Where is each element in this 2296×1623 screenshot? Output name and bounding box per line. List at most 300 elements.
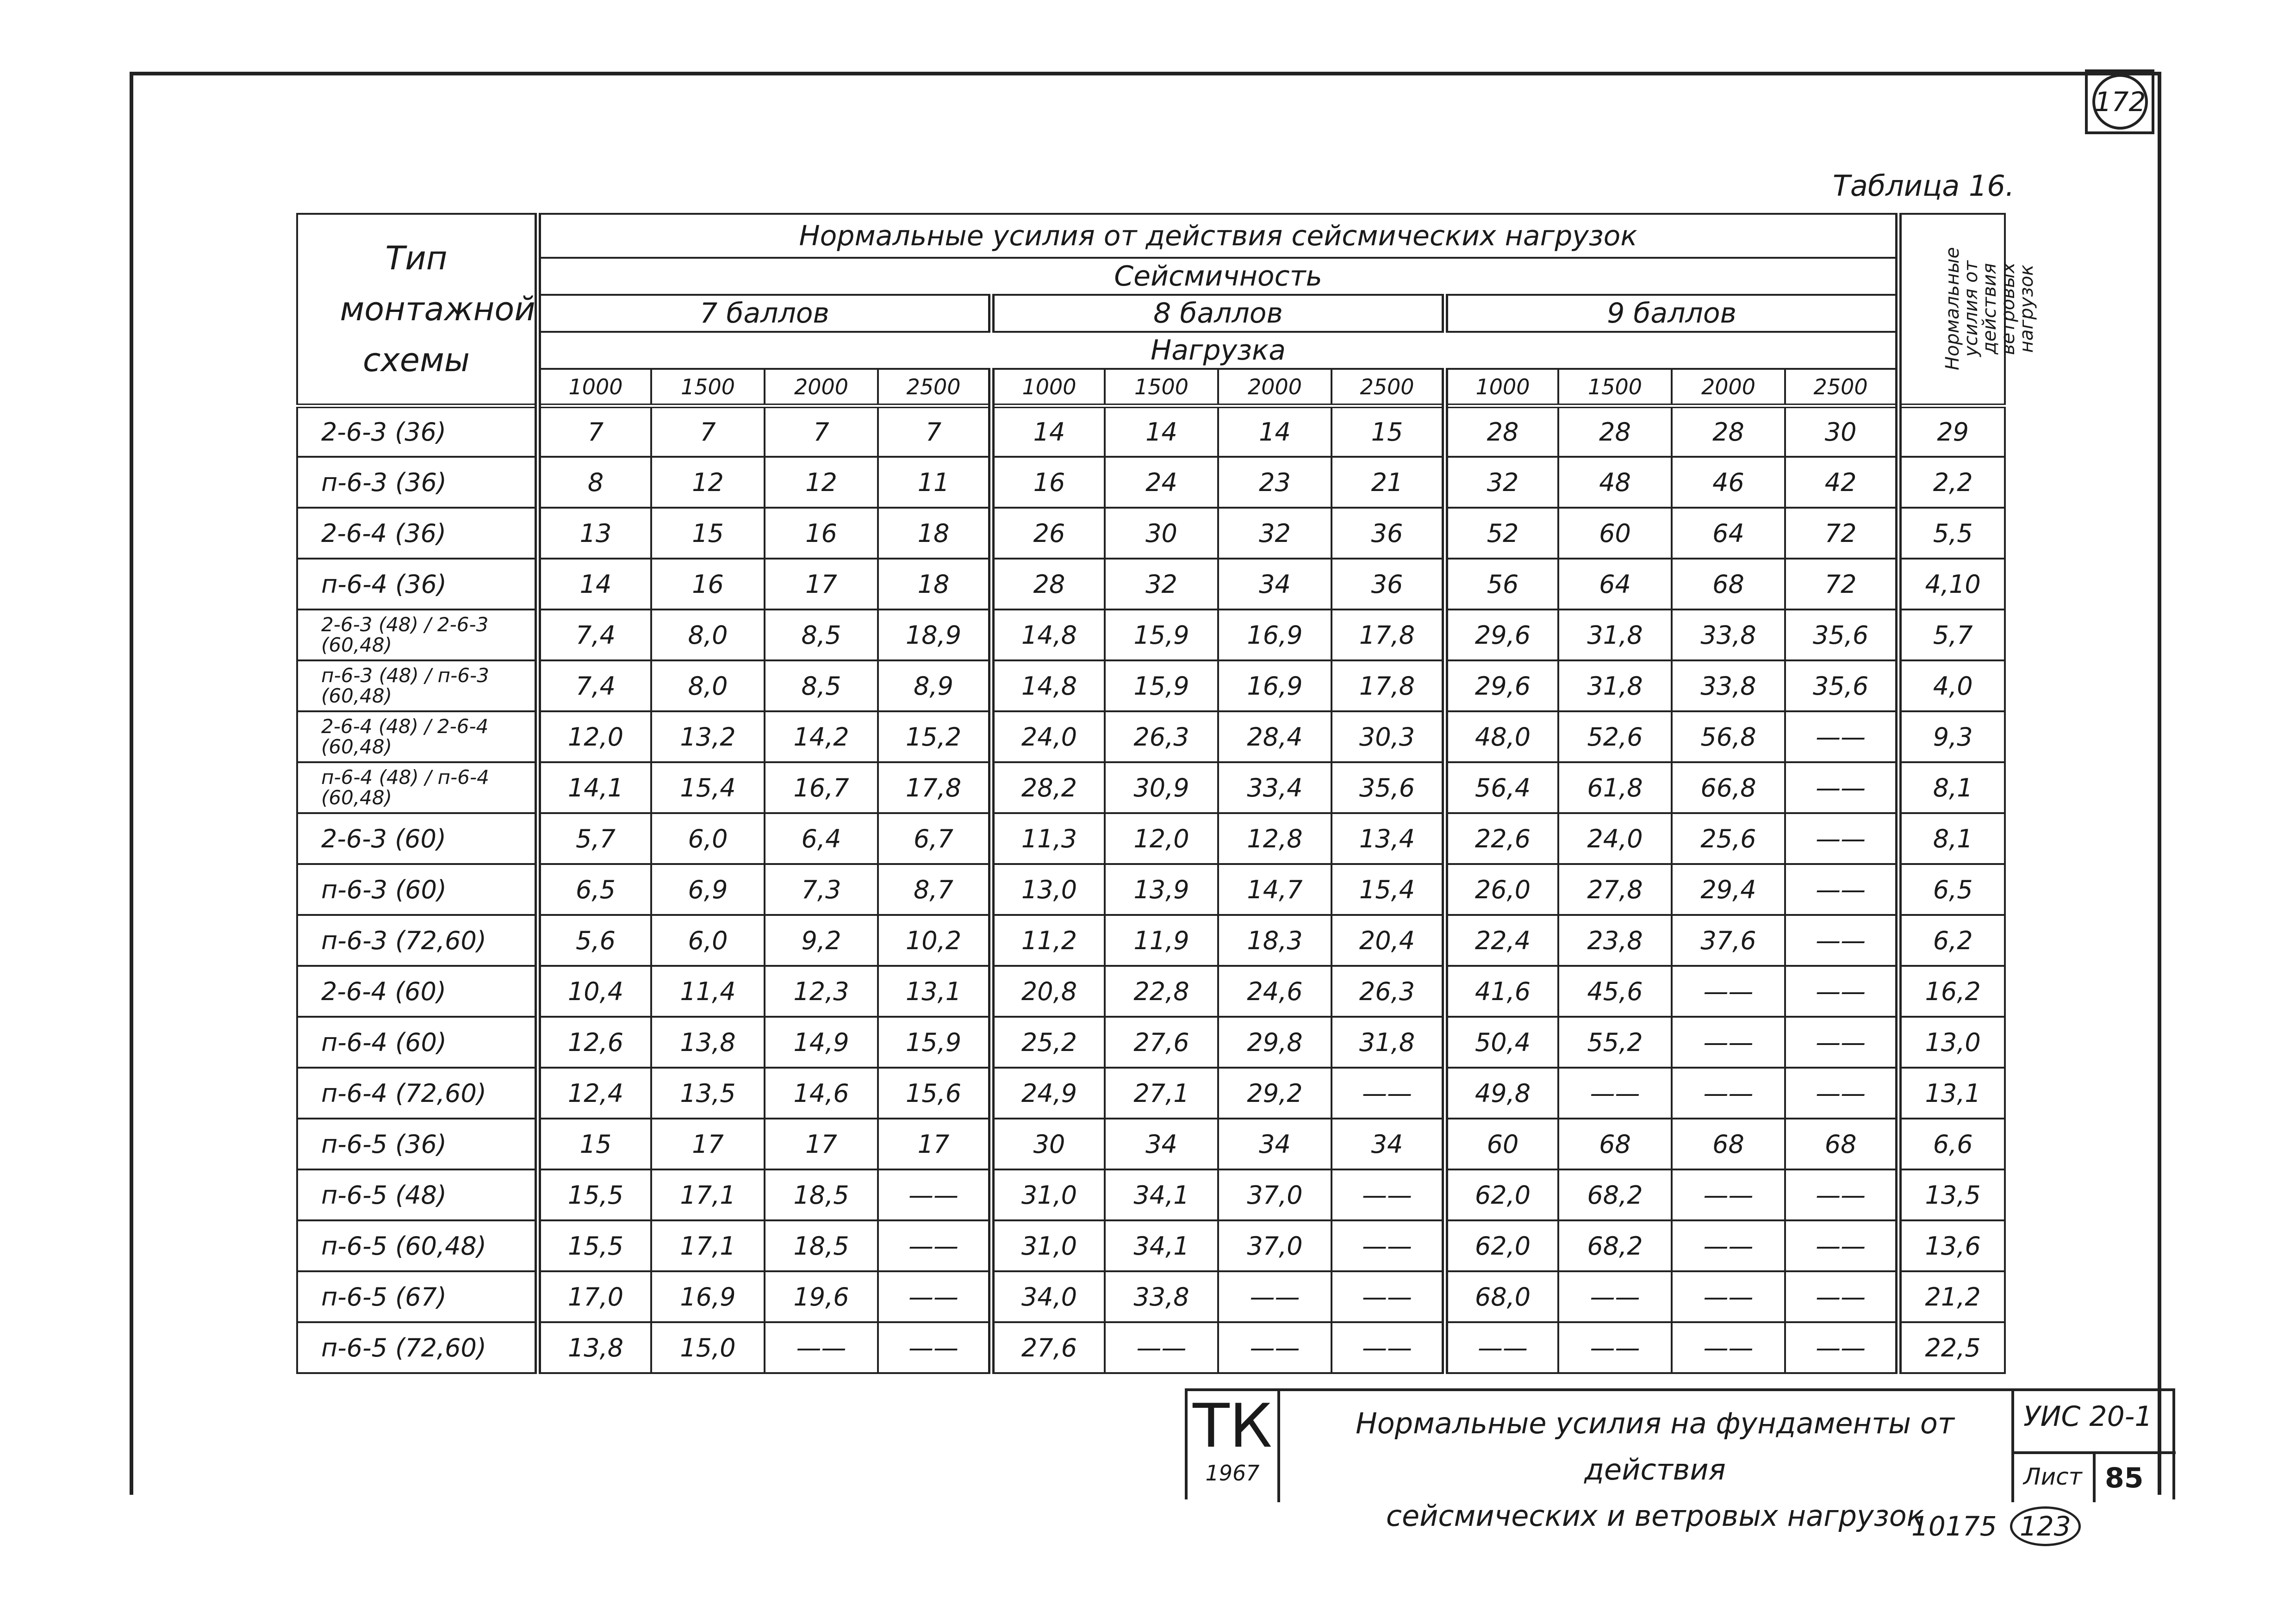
wind-value-cell: 13,0 — [1898, 1017, 2005, 1068]
value-cell: 13,8 — [651, 1017, 765, 1068]
value-cell: —— — [1558, 1322, 1672, 1373]
load-value-header: 1000 — [991, 369, 1105, 406]
value-cell: 15,9 — [878, 1017, 991, 1068]
value-cell: 17,0 — [538, 1271, 651, 1322]
value-cell: 6,5 — [538, 864, 651, 915]
table-row — [297, 508, 2005, 559]
value-cell: 13,8 — [538, 1322, 651, 1373]
value-cell: 68 — [1672, 559, 1785, 609]
value-cell: —— — [1785, 915, 1898, 966]
value-cell: 17,8 — [1332, 660, 1445, 711]
value-cell: 33,8 — [1105, 1271, 1218, 1322]
value-cell: 62,0 — [1445, 1220, 1558, 1271]
value-cell: 8,5 — [765, 609, 878, 660]
value-cell: 17,1 — [651, 1169, 765, 1220]
value-cell: 22,6 — [1445, 813, 1558, 864]
value-cell: 14,9 — [765, 1017, 878, 1068]
value-cell: —— — [878, 1220, 991, 1271]
value-cell: 34,0 — [991, 1271, 1105, 1322]
value-cell: 17,8 — [878, 762, 991, 813]
value-cell: 17,8 — [1332, 609, 1445, 660]
value-cell: 7 — [538, 406, 651, 457]
wind-value-cell: 2,2 — [1898, 457, 2005, 508]
wind-value-cell: 21,2 — [1898, 1271, 2005, 1322]
table-row — [297, 1169, 2005, 1220]
value-cell: 16,9 — [1218, 609, 1332, 660]
load-value-header: 2500 — [878, 369, 991, 406]
value-cell: 17 — [765, 559, 878, 609]
load-value-header: 1000 — [1445, 369, 1558, 406]
value-cell: 22,8 — [1105, 966, 1218, 1017]
value-cell: 31,0 — [991, 1220, 1105, 1271]
value-cell: 68,2 — [1558, 1169, 1672, 1220]
value-cell: 62,0 — [1445, 1169, 1558, 1220]
value-cell: 14,2 — [765, 711, 878, 762]
value-cell: 34 — [1218, 1119, 1332, 1169]
value-cell: 12,0 — [1105, 813, 1218, 864]
value-cell: 11,9 — [1105, 915, 1218, 966]
value-cell: 16 — [991, 457, 1105, 508]
value-cell: 18,3 — [1218, 915, 1332, 966]
value-cell: 11,2 — [991, 915, 1105, 966]
value-cell: 36 — [1332, 508, 1445, 559]
value-cell: —— — [1785, 813, 1898, 864]
value-cell: —— — [1672, 1017, 1785, 1068]
value-cell: 12 — [765, 457, 878, 508]
value-cell: —— — [1785, 1017, 1898, 1068]
value-cell: 7,4 — [538, 660, 651, 711]
value-cell: 12,3 — [765, 966, 878, 1017]
value-cell: —— — [878, 1169, 991, 1220]
value-cell: 14,8 — [991, 609, 1105, 660]
load-header: Нагрузка — [538, 332, 1898, 369]
value-cell: 34 — [1218, 559, 1332, 609]
table-row — [297, 813, 2005, 864]
stamp-right — [2011, 1391, 2176, 1502]
value-cell: 68 — [1672, 1119, 1785, 1169]
value-cell: 20,8 — [991, 966, 1105, 1017]
wind-value-cell: 4,10 — [1898, 559, 2005, 609]
inventory-circled: 123 — [2010, 1506, 2081, 1546]
group-header-8: 8 баллов — [991, 295, 1445, 332]
inventory-code: 10175 — [1911, 1511, 1997, 1542]
value-cell: 34,1 — [1105, 1169, 1218, 1220]
value-cell: 6,0 — [651, 813, 765, 864]
value-cell: 68,0 — [1445, 1271, 1558, 1322]
value-cell: 31,8 — [1332, 1017, 1445, 1068]
wind-value-cell: 9,3 — [1898, 711, 2005, 762]
value-cell: 28 — [1445, 406, 1558, 457]
value-cell: 26 — [991, 508, 1105, 559]
value-cell: 19,6 — [765, 1271, 878, 1322]
value-cell: 15,4 — [651, 762, 765, 813]
table-row — [297, 406, 2005, 457]
table-row — [297, 1068, 2005, 1119]
value-cell: 13,1 — [878, 966, 991, 1017]
value-cell: 13,5 — [651, 1068, 765, 1119]
value-cell: 24,9 — [991, 1068, 1105, 1119]
value-cell: —— — [1332, 1322, 1445, 1373]
wind-value-cell: 8,1 — [1898, 813, 2005, 864]
value-cell: 41,6 — [1445, 966, 1558, 1017]
wind-value-cell: 16,2 — [1898, 966, 2005, 1017]
value-cell: 29,6 — [1445, 609, 1558, 660]
value-cell: 7,3 — [765, 864, 878, 915]
scheme-type-cell: 2-6-3 (60) — [297, 813, 538, 864]
value-cell: 33,4 — [1218, 762, 1332, 813]
type-header-text: Тип монтажной схемы — [340, 239, 535, 379]
value-cell: 13,9 — [1105, 864, 1218, 915]
value-cell: 13 — [538, 508, 651, 559]
value-cell: 29,2 — [1218, 1068, 1332, 1119]
value-cell: —— — [1785, 1322, 1898, 1373]
value-cell: 14,1 — [538, 762, 651, 813]
value-cell: 68 — [1558, 1119, 1672, 1169]
value-cell: 37,6 — [1672, 915, 1785, 966]
value-cell: —— — [1785, 1271, 1898, 1322]
sheet-number: 85 — [2093, 1454, 2176, 1502]
value-cell: 34 — [1332, 1119, 1445, 1169]
value-cell: 64 — [1558, 559, 1672, 609]
table-row — [297, 711, 2005, 762]
table-row — [297, 1322, 2005, 1373]
load-value-header: 2000 — [765, 369, 878, 406]
value-cell: 52,6 — [1558, 711, 1672, 762]
scheme-type-cell: п-6-3 (48) / п-6-3 (60,48) — [297, 660, 538, 711]
value-cell: 68,2 — [1558, 1220, 1672, 1271]
value-cell: 15 — [1332, 406, 1445, 457]
value-cell: 56,8 — [1672, 711, 1785, 762]
value-cell: —— — [1332, 1068, 1445, 1119]
value-cell: 8,9 — [878, 660, 991, 711]
scheme-type-cell: 2-6-4 (60) — [297, 966, 538, 1017]
scheme-type-cell: п-6-5 (36) — [297, 1119, 538, 1169]
value-cell: 17 — [651, 1119, 765, 1169]
value-cell: 18 — [878, 508, 991, 559]
value-cell: 5,6 — [538, 915, 651, 966]
value-cell: —— — [1785, 1068, 1898, 1119]
value-cell: 9,2 — [765, 915, 878, 966]
value-cell: 52 — [1445, 508, 1558, 559]
value-cell: —— — [1672, 1322, 1785, 1373]
value-cell: 5,7 — [538, 813, 651, 864]
value-cell: 35,6 — [1785, 660, 1898, 711]
value-cell: —— — [1218, 1271, 1332, 1322]
value-cell: 14,6 — [765, 1068, 878, 1119]
scheme-type-cell: п-6-4 (36) — [297, 559, 538, 609]
value-cell: —— — [1785, 762, 1898, 813]
value-cell: 29,8 — [1218, 1017, 1332, 1068]
wind-value-cell: 5,7 — [1898, 609, 2005, 660]
value-cell: 26,0 — [1445, 864, 1558, 915]
value-cell: 48,0 — [1445, 711, 1558, 762]
wind-value-cell: 22,5 — [1898, 1322, 2005, 1373]
value-cell: 34 — [1105, 1119, 1218, 1169]
value-cell: 15,2 — [878, 711, 991, 762]
value-cell: 26,3 — [1105, 711, 1218, 762]
value-cell: 11 — [878, 457, 991, 508]
value-cell: —— — [1445, 1322, 1558, 1373]
load-value-header: 1500 — [651, 369, 765, 406]
value-cell: —— — [1332, 1169, 1445, 1220]
value-cell: 56 — [1445, 559, 1558, 609]
scheme-type-cell: 2-6-3 (36) — [297, 406, 538, 457]
value-cell: 16 — [765, 508, 878, 559]
value-cell: —— — [1332, 1220, 1445, 1271]
wind-value-cell: 13,5 — [1898, 1169, 2005, 1220]
value-cell: 46 — [1672, 457, 1785, 508]
value-cell: 15,5 — [538, 1169, 651, 1220]
value-cell: 6,0 — [651, 915, 765, 966]
value-cell: 14 — [1218, 406, 1332, 457]
value-cell: 27,1 — [1105, 1068, 1218, 1119]
value-cell: 48 — [1558, 457, 1672, 508]
value-cell: —— — [1785, 864, 1898, 915]
value-cell: 25,2 — [991, 1017, 1105, 1068]
value-cell: 14,7 — [1218, 864, 1332, 915]
value-cell: —— — [1785, 966, 1898, 1017]
value-cell: 30,9 — [1105, 762, 1218, 813]
scheme-type-cell: 2-6-4 (36) — [297, 508, 538, 559]
wind-value-cell: 4,0 — [1898, 660, 2005, 711]
value-cell: 72 — [1785, 508, 1898, 559]
value-cell: 24,0 — [1558, 813, 1672, 864]
value-cell: —— — [1218, 1322, 1332, 1373]
value-cell: 32 — [1218, 508, 1332, 559]
logo-mark: ТК — [1193, 1391, 1272, 1461]
value-cell: 32 — [1105, 559, 1218, 609]
value-cell: 29,6 — [1445, 660, 1558, 711]
forces-table — [296, 213, 2038, 1374]
value-cell: 17,1 — [651, 1220, 765, 1271]
value-cell: 27,6 — [991, 1322, 1105, 1373]
value-cell: 30 — [1785, 406, 1898, 457]
stamp-sheet-row — [2014, 1451, 2176, 1502]
value-cell: 10,2 — [878, 915, 991, 966]
value-cell: 37,0 — [1218, 1169, 1332, 1220]
value-cell: 55,2 — [1558, 1017, 1672, 1068]
value-cell: —— — [1672, 1271, 1785, 1322]
value-cell: 23,8 — [1558, 915, 1672, 966]
value-cell: 22,4 — [1445, 915, 1558, 966]
value-cell: 33,8 — [1672, 609, 1785, 660]
value-cell: 30 — [991, 1119, 1105, 1169]
value-cell: —— — [1332, 1271, 1445, 1322]
value-cell: 28,2 — [991, 762, 1105, 813]
value-cell: 21 — [1332, 457, 1445, 508]
value-cell: 15,4 — [1332, 864, 1445, 915]
value-cell: 13,0 — [991, 864, 1105, 915]
value-cell: 15,9 — [1105, 660, 1218, 711]
value-cell: —— — [1672, 1220, 1785, 1271]
value-cell: 7,4 — [538, 609, 651, 660]
table-row — [297, 1271, 2005, 1322]
value-cell: 15,0 — [651, 1322, 765, 1373]
value-cell: 15,9 — [1105, 609, 1218, 660]
value-cell: 32 — [1445, 457, 1558, 508]
load-value-header: 2500 — [1332, 369, 1445, 406]
wind-value-cell: 6,2 — [1898, 915, 2005, 966]
value-cell: 61,8 — [1558, 762, 1672, 813]
value-cell: 28 — [991, 559, 1105, 609]
value-cell: 6,4 — [765, 813, 878, 864]
table-row — [297, 660, 2005, 711]
value-cell: 11,4 — [651, 966, 765, 1017]
table-row — [297, 457, 2005, 508]
scheme-type-cell: 2-6-4 (48) / 2-6-4 (60,48) — [297, 711, 538, 762]
value-cell: 29,4 — [1672, 864, 1785, 915]
value-cell: 42 — [1785, 457, 1898, 508]
value-cell: 7 — [765, 406, 878, 457]
corner-number: 172 — [2092, 74, 2148, 130]
inventory-number — [1911, 1506, 2081, 1546]
stamp-title — [1289, 1400, 2021, 1539]
value-cell: 60 — [1558, 508, 1672, 559]
value-cell: 36 — [1332, 559, 1445, 609]
scheme-type-cell: п-6-3 (72,60) — [297, 915, 538, 966]
scheme-type-cell: п-6-4 (60) — [297, 1017, 538, 1068]
scheme-type-cell: п-6-5 (67) — [297, 1271, 538, 1322]
table-row — [297, 609, 2005, 660]
value-cell: 14 — [538, 559, 651, 609]
value-cell: 64 — [1672, 508, 1785, 559]
value-cell: 6,9 — [651, 864, 765, 915]
value-cell: 30 — [1105, 508, 1218, 559]
scheme-type-cell: п-6-5 (60,48) — [297, 1220, 538, 1271]
scheme-type-cell: п-6-3 (36) — [297, 457, 538, 508]
value-cell: 17 — [765, 1119, 878, 1169]
value-cell: 49,8 — [1445, 1068, 1558, 1119]
value-cell: —— — [1785, 711, 1898, 762]
value-cell: 12,4 — [538, 1068, 651, 1119]
value-cell: 15,5 — [538, 1220, 651, 1271]
value-cell: 31,8 — [1558, 660, 1672, 711]
wind-value-cell: 5,5 — [1898, 508, 2005, 559]
value-cell: 31,0 — [991, 1169, 1105, 1220]
value-cell: 15 — [651, 508, 765, 559]
value-cell: 7 — [878, 406, 991, 457]
value-cell: —— — [878, 1271, 991, 1322]
value-cell: 8,0 — [651, 609, 765, 660]
value-cell: 28 — [1672, 406, 1785, 457]
value-cell: 60 — [1445, 1119, 1558, 1169]
value-cell: 15 — [538, 1119, 651, 1169]
value-cell: 8,5 — [765, 660, 878, 711]
table-row — [297, 762, 2005, 813]
scheme-type-cell: п-6-4 (72,60) — [297, 1068, 538, 1119]
value-cell: 8,0 — [651, 660, 765, 711]
value-cell: 14 — [1105, 406, 1218, 457]
scheme-type-cell: п-6-4 (48) / п-6-4 (60,48) — [297, 762, 538, 813]
value-cell: —— — [1672, 1068, 1785, 1119]
load-value-header: 2000 — [1218, 369, 1332, 406]
value-cell: 30,3 — [1332, 711, 1445, 762]
table-label: Таблица 16. — [1833, 169, 2015, 203]
value-cell: 18,5 — [765, 1220, 878, 1271]
load-values-row — [297, 369, 2005, 406]
scheme-type-cell: 2-6-3 (48) / 2-6-3 (60,48) — [297, 609, 538, 660]
value-cell: 14 — [991, 406, 1105, 457]
value-cell: 12,6 — [538, 1017, 651, 1068]
value-cell: 56,4 — [1445, 762, 1558, 813]
value-cell: —— — [878, 1322, 991, 1373]
value-cell: 11,3 — [991, 813, 1105, 864]
value-cell: 16,9 — [651, 1271, 765, 1322]
value-cell: —— — [1785, 1220, 1898, 1271]
value-cell: 7 — [651, 406, 765, 457]
value-cell: 37,0 — [1218, 1220, 1332, 1271]
stamp-title-line1: Нормальные усилия на фундаменты от действия — [1356, 1406, 1954, 1486]
value-cell: 15,6 — [878, 1068, 991, 1119]
value-cell: 23 — [1218, 457, 1332, 508]
value-cell: 66,8 — [1672, 762, 1785, 813]
logo-year: 1967 — [1205, 1461, 1260, 1486]
value-cell: 34,1 — [1105, 1220, 1218, 1271]
value-cell: 45,6 — [1558, 966, 1672, 1017]
wind-header — [1898, 214, 2038, 406]
group-header-9: 9 баллов — [1445, 295, 1898, 332]
stamp-title-line2: сейсмических и ветровых нагрузок — [1386, 1499, 1924, 1533]
table-row — [297, 1119, 2005, 1169]
value-cell: —— — [1672, 1169, 1785, 1220]
table-row — [297, 1017, 2005, 1068]
table-row — [297, 1220, 2005, 1271]
value-cell: 24 — [1105, 457, 1218, 508]
load-value-header: 2500 — [1785, 369, 1898, 406]
sheet-label: Лист — [2023, 1463, 2082, 1490]
value-cell: —— — [1105, 1322, 1218, 1373]
value-cell: 35,6 — [1785, 609, 1898, 660]
value-cell: 14,8 — [991, 660, 1105, 711]
value-cell: 26,3 — [1332, 966, 1445, 1017]
wind-value-cell: 13,1 — [1898, 1068, 2005, 1119]
corner-badge — [2085, 69, 2154, 134]
value-cell: 25,6 — [1672, 813, 1785, 864]
value-cell: 27,6 — [1105, 1017, 1218, 1068]
value-cell: 68 — [1785, 1119, 1898, 1169]
load-value-header: 2000 — [1672, 369, 1785, 406]
wind-value-cell: 8,1 — [1898, 762, 2005, 813]
value-cell: 35,6 — [1332, 762, 1445, 813]
load-value-header: 1500 — [1558, 369, 1672, 406]
scheme-type-cell: п-6-5 (48) — [297, 1169, 538, 1220]
value-cell: 12,8 — [1218, 813, 1332, 864]
value-cell: 50,4 — [1445, 1017, 1558, 1068]
load-value-header: 1500 — [1105, 369, 1218, 406]
value-cell: —— — [1558, 1068, 1672, 1119]
value-cell: —— — [1558, 1271, 1672, 1322]
value-cell: 18,5 — [765, 1169, 878, 1220]
value-cell: 28,4 — [1218, 711, 1332, 762]
value-cell: 18,9 — [878, 609, 991, 660]
value-cell: 17 — [878, 1119, 991, 1169]
value-cell: —— — [1785, 1169, 1898, 1220]
wind-header-text: Нормальные усилия от действия ветровых нагрузок — [1942, 247, 2038, 370]
table-row — [297, 559, 2005, 609]
table-row — [297, 966, 2005, 1017]
scheme-type-cell: п-6-3 (60) — [297, 864, 538, 915]
value-cell: 16 — [651, 559, 765, 609]
stamp-logo — [1188, 1391, 1280, 1502]
value-cell: 24,0 — [991, 711, 1105, 762]
main-header: Нормальные усилия от действия сейсмических нагрузок — [538, 214, 1898, 258]
wind-value-cell: 6,6 — [1898, 1119, 2005, 1169]
value-cell: 13,4 — [1332, 813, 1445, 864]
value-cell: 10,4 — [538, 966, 651, 1017]
wind-value-cell: 13,6 — [1898, 1220, 2005, 1271]
scheme-type-cell: п-6-5 (72,60) — [297, 1322, 538, 1373]
type-header — [297, 214, 538, 406]
